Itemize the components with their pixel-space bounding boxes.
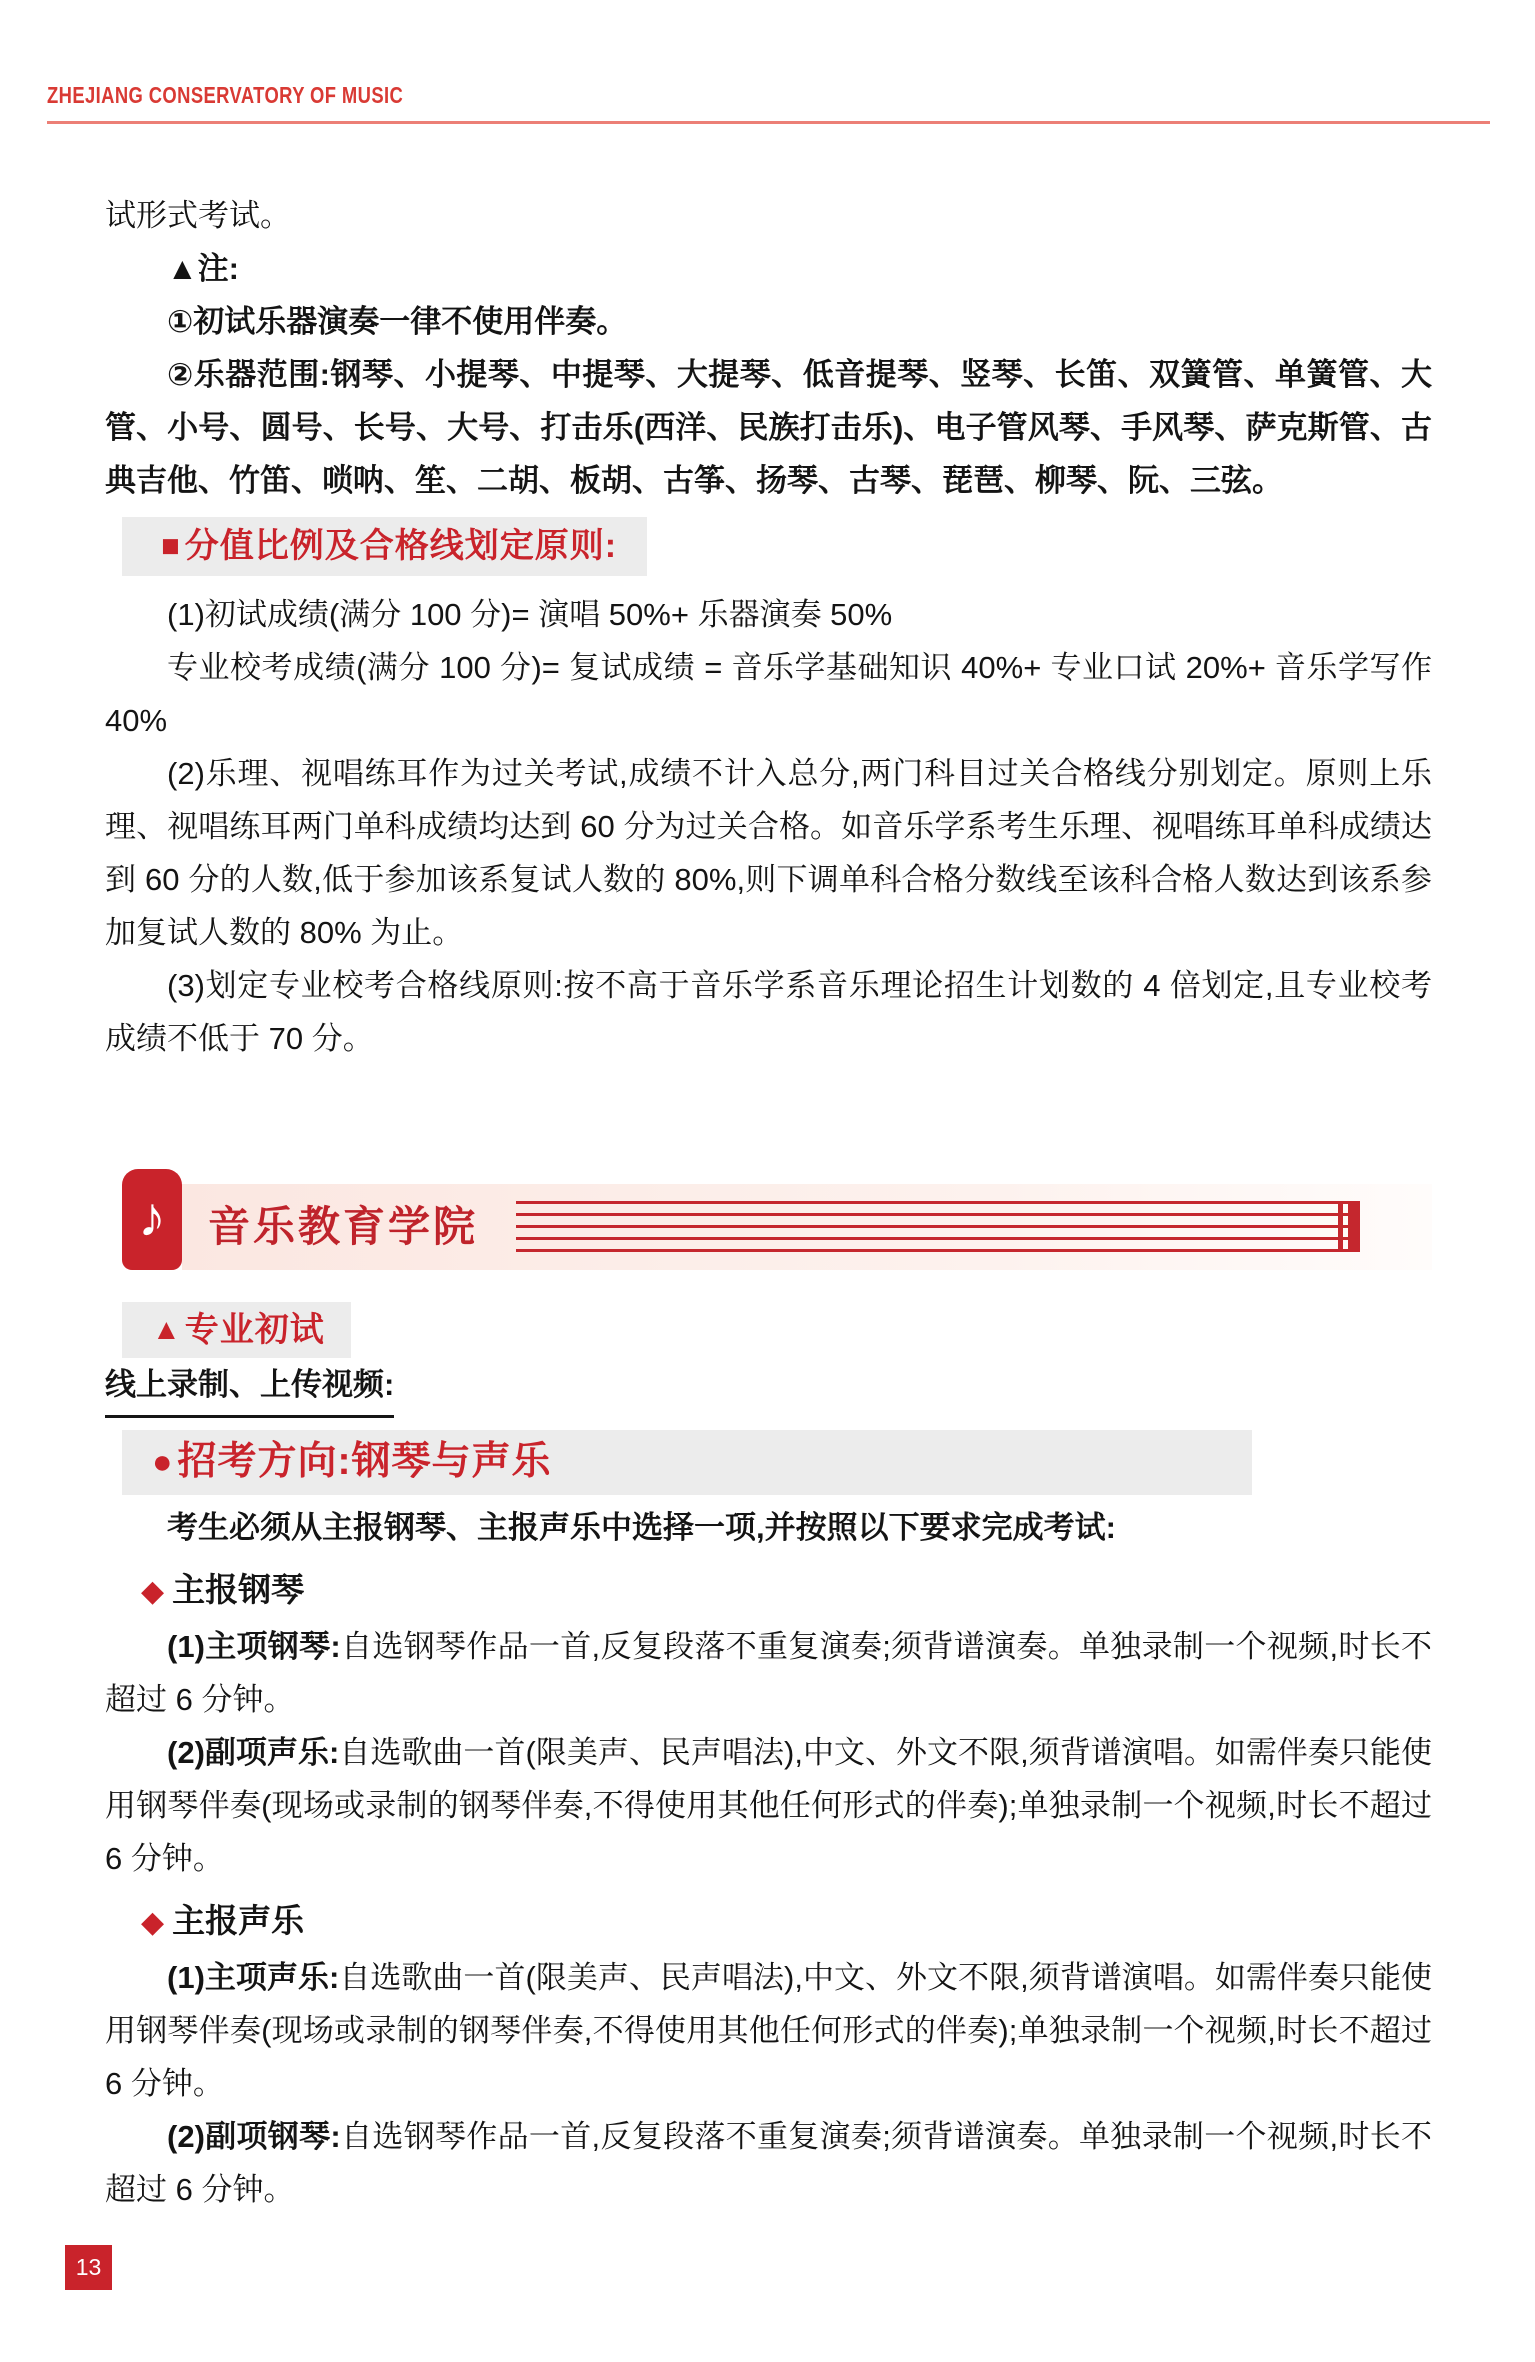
exam-item-piano-2 xyxy=(105,1726,1432,1885)
recording-subtitle: 线上录制、上传视频: xyxy=(105,1358,1432,1418)
note-title: ▲注: xyxy=(167,251,240,286)
exam-item-text: 自选歌曲一首(限美声、民声唱法),中文、外文不限,须背谱演唱。如需伴奏只能使用钢琴伴奏(现场或录制的钢琴伴奏,不得使用其他任何形式的伴奏);单独录制一个视频,时长不超过 6 分钟。 xyxy=(105,1734,1432,1876)
exam-item-lead: (1)主项声乐: xyxy=(167,1959,340,1995)
requirement-intro: 考生必须从主报钢琴、主报声乐中选择一项,并按照以下要求完成考试: xyxy=(167,1509,1116,1545)
note-item-2: ②乐器范围:钢琴、小提琴、中提琴、大提琴、低音提琴、竖琴、长笛、双簧管、单簧管、大管、小号、圆号、长号、大号、打击乐(西洋、民族打击乐)、电子管风琴、手风琴、萨克斯管、古典吉他、竹笛、唢呐、笙、二胡、板胡、古筝、扬琴、古琴、琵琶、柳琴、阮、三弦。 xyxy=(105,357,1432,498)
direction-heading-label: 招考方向:钢琴与声乐 xyxy=(177,1440,552,1483)
vocal-major-label: 主报声乐 xyxy=(172,1901,305,1939)
section-heading-first-round xyxy=(122,1302,351,1359)
circle-bullet-icon: ● xyxy=(152,1443,173,1482)
brand-title: ZHEJIANG CONSERVATORY OF MUSIC xyxy=(47,82,404,108)
triangle-bullet-icon: ▲ xyxy=(152,1313,181,1346)
page-header xyxy=(47,82,1490,124)
staff-end-bar-thin xyxy=(1338,1201,1343,1252)
music-note-icon: ♪ xyxy=(122,1169,182,1270)
score-rule-paragraph-2: 专业校考成绩(满分 100 分)= 复试成绩 = 音乐学基础知识 40%+ 专业口试 20%+ 音乐学写作 40% xyxy=(105,649,1432,738)
exam-item-piano-1 xyxy=(105,1620,1432,1726)
first-round-heading-label: 专业初试 xyxy=(184,1310,325,1349)
exam-item-vocal-1 xyxy=(105,1951,1432,2110)
header-rule xyxy=(47,121,1490,124)
college-title: 音乐教育学院 xyxy=(208,1202,479,1251)
diamond-bullet-icon: ◆ xyxy=(141,1905,165,1939)
exam-item-lead: (2)副项钢琴: xyxy=(167,2118,341,2154)
square-bullet-icon: ■ xyxy=(161,527,180,563)
note-item-1: ①初试乐器演奏一律不使用伴奏。 xyxy=(167,304,628,339)
score-rules-heading-label: 分值比例及合格线划定原则: xyxy=(184,527,618,565)
heading-piano-major xyxy=(141,1562,1432,1620)
content-column xyxy=(105,189,1432,2216)
staff-lines xyxy=(516,1201,1360,1252)
exam-item-lead: (2)副项声乐: xyxy=(167,1734,340,1770)
score-rule-paragraph-4: (3)划定专业校考合格线原则:按不高于音乐学系音乐理论招生计划数的 4 倍划定,且专业校考成绩不低于 70 分。 xyxy=(105,967,1432,1056)
exam-item-text: 自选钢琴作品一首,反复段落不重复演奏;须背谱演奏。单独录制一个视频,时长不超过 6 分钟。 xyxy=(105,1628,1432,1717)
staff-end-bar-thick xyxy=(1348,1201,1360,1252)
heading-vocal-major xyxy=(141,1893,1432,1951)
diamond-bullet-icon: ◆ xyxy=(141,1574,165,1608)
section-heading-direction xyxy=(122,1430,1252,1495)
page-number-badge xyxy=(65,2245,112,2290)
exam-item-text: 自选钢琴作品一首,反复段落不重复演奏;须背谱演奏。单独录制一个视频,时长不超过 6 分钟。 xyxy=(105,2118,1432,2207)
college-banner-body xyxy=(182,1184,1432,1270)
score-rule-paragraph-1: (1)初试成绩(满分 100 分)= 演唱 50%+ 乐器演奏 50% xyxy=(167,596,893,632)
piano-major-label: 主报钢琴 xyxy=(172,1570,305,1608)
score-rule-paragraph-3: (2)乐理、视唱练耳作为过关考试,成绩不计入总分,两门科目过关合格线分别划定。原则上乐理、视唱练耳两门单科成绩均达到 60 分为过关合格。如音乐学系考生乐理、视唱练耳单科成绩达到 60 分的人数,低于参加该系复试人数的 80%,则下调单科合格分数线至该科合格人数达到该系参加复试人数的 80% 为止。 xyxy=(105,755,1432,950)
exam-item-vocal-2 xyxy=(105,2110,1432,2216)
page-number: 13 xyxy=(75,2254,102,2280)
exam-item-lead: (1)主项钢琴: xyxy=(167,1628,341,1664)
section-heading-score-rules xyxy=(122,517,647,576)
opening-paragraph: 试形式考试。 xyxy=(105,198,291,233)
college-banner xyxy=(122,1169,1432,1270)
exam-item-text: 自选歌曲一首(限美声、民声唱法),中文、外文不限,须背谱演唱。如需伴奏只能使用钢琴伴奏(现场或录制的钢琴伴奏,不得使用其他任何形式的伴奏);单独录制一个视频,时长不超过 6 分钟。 xyxy=(105,1959,1432,2101)
